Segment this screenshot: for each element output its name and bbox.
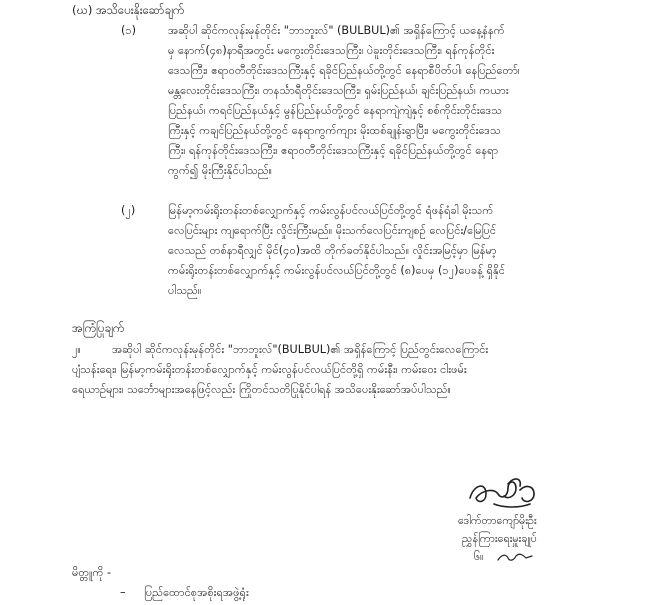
- para1-line: မန္တလေးတိုင်းဒေသကြီး၊ တနင်္သာရီတိုင်းဒေသကြီး၊ ရှမ်းပြည်နယ်၊ ချင်းပြည်နယ်၊ ကယား: [168, 84, 509, 97]
- initials-scribble: [496, 550, 536, 564]
- para2-line: လေသည် တစ်နာရီလျှင် မိုင်(၄၀)အထိ တိုက်ခတ်နိုင်ပါသည်။ လှိုင်းအမြင့်မှာ မြန်မာ့: [168, 244, 497, 257]
- distribution-dash: –: [120, 586, 126, 599]
- para3-line: အဆိုပါ ဆိုင်ကလုန်းမုန်တိုင်း "ဘာဘူးလ်"(BULBUL)၏ အရှိန်ကြောင့် ပြည်တွင်းလေကြောင်း: [112, 343, 489, 356]
- handwritten-signature: [464, 470, 544, 512]
- para2-number: (၂): [121, 204, 136, 217]
- para3-line: ပျံသန်းရေး၊ မြန်မာ့ကမ်းရိုးတန်းတစ်လျှောက်နှင့် ကမ်းလွန်ပင်လယ်ပြင်တို့ရှိ ကမ်းနီး၊ ကမ်းဝေး ငါးဖမ်း: [72, 363, 467, 376]
- signatory-title: ညွှန်ကြားရေးမှူးချုပ်: [462, 532, 537, 545]
- para2-line: လေပြင်းများ ကျရောက်ပြီး လှိုင်းကြီးမည်။ မိုးသက်လေပြင်းကျစဉ် လေပြင်း/မြေပြင်: [168, 224, 497, 237]
- para1-line: ပြည်နယ်၊ ကရင်ပြည်နယ်နှင့် မွန်ပြည်နယ်တို့တွင် နေရာကျဲကျဲနှင့် စစ်ကိုင်းတိုင်းဒေသ: [168, 104, 503, 117]
- para1-number: (၁): [121, 24, 137, 37]
- para1-line: ဒေသကြီး၊ ဧရာဝတီတိုင်းဒေသကြီးနှင့် ရခိုင်ပြည်နယ်တို့တွင် နေရာစီပိတ်ပါ၊ နေပြည်တော်၊: [168, 64, 520, 77]
- signature-initials: ၆။: [474, 550, 484, 563]
- para2-line: မြန်မာ့ကမ်းရိုးတန်းတစ်လျှောက်နှင့် ကမ်းလွန်ပင်လယ်ပြင်တို့တွင် ရံဖန်ရံခါ မိုးသက်: [168, 204, 494, 217]
- para3-number: ၂။: [72, 343, 81, 356]
- para1-line: ကြီး၊ ရန်ကုန်တိုင်းဒေသကြီး၊ ဧရာဝတီတိုင်းဒေသကြီးနှင့် ရခိုင်ပြည်နယ်တို့တွင် နေရာ: [168, 144, 499, 157]
- para1-line: ကြီးနှင့် ကချင်ပြည်နယ်တို့တွင် နေရာကွက်ကျား မိုးထစ်ချုန်းရွာပြီး၊ မကွေးတိုင်းဒေသ: [168, 124, 501, 137]
- distribution-item: ပြည်ထောင်စုအစိုးရအဖွဲ့ရုံး: [144, 586, 249, 599]
- section-heading: (ဃ) အသိပေးနိုးဆော်ချက်: [72, 3, 185, 17]
- para3-line: ရေယာဉ်များ၊ သင်္ဘောများအနေဖြင့်လည်း ကြိုတင်သတိပြုနိုင်ပါရန် အသိပေးနိုးဆော်အပ်ပါသည်။: [72, 383, 451, 396]
- distribution-label: မိတ္တူကို -: [72, 566, 112, 579]
- para2-line: ကမ်းရိုးတန်းတစ်လျှောက်နှင့် ကမ်းလွန်ပင်လယ်ပြင်တို့တွင် (၈)ပေမှ (၁၂)ပေခန့် ရှိနိုင်: [168, 264, 505, 277]
- signatory-name: ဒေါက်တာကျော်မိုးဦး: [458, 514, 537, 527]
- signature-block: [420, 470, 620, 570]
- para1-line: မှ နောက်(၄၈)နာရီအတွင်း မကွေးတိုင်းဒေသကြီး၊ ပဲခူးတိုင်းဒေသကြီး၊ ရန်ကုန်တိုင်း: [168, 44, 495, 57]
- recommendation-heading: အကြံပြုချက်: [72, 321, 125, 335]
- para1-line: ကွက်၍ မိုးကြီးနိုင်ပါသည်။: [168, 164, 273, 177]
- para2-line: ပါသည်။: [168, 284, 202, 297]
- para1-line: အဆိုပါ ဆိုင်ကလုန်းမုန်တိုင်း "ဘာဘူးလ်" (BULBUL)၏ အရှိန်ကြောင့် ယနေ့နံနက်: [168, 24, 505, 37]
